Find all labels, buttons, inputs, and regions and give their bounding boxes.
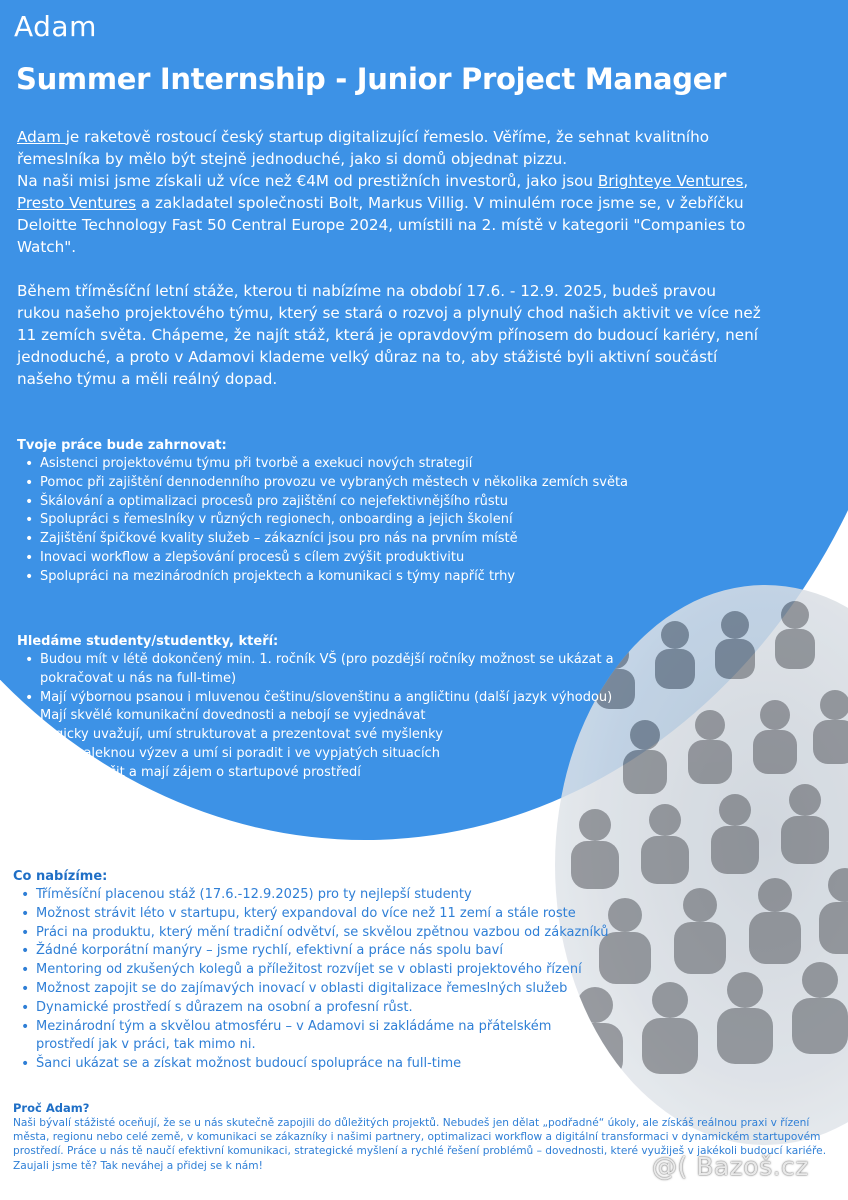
list-item: • Spolupráci s řemeslníky v různých regionech, onboarding a jejich školení [17, 511, 717, 530]
adam-link[interactable]: Adam [17, 128, 66, 146]
list-item: • Dynamické prostředí s důrazem na osobní a profesní růst. [13, 999, 633, 1018]
intro-comma: , [743, 172, 749, 190]
list-item: • Logicky uvažují, umí strukturovat a prezentovat své myšlenky [17, 726, 647, 745]
brighteye-link[interactable]: Brighteye Ventures [597, 172, 744, 190]
intro-text-2: Na naši misi jsme získali už více než €4M od prestižních investorů, jako jsou [17, 172, 598, 190]
list-item: • Asistenci projektovému týmu při tvorbě a exekuci nových strategií [17, 455, 717, 474]
list-item: • Budou mít v létě dokončený min. 1. ročník VŠ (pro pozdější ročníky možnost se ukázat a pokračovat u nás na full-time) [17, 651, 647, 689]
list-item: • Chtějí se učit a mají zájem o startupové prostředí [17, 764, 647, 783]
list-item: • Inovaci workflow a zlepšování procesů s cílem zvýšit produktivitu [17, 549, 717, 568]
brand-logo-text: Adam [14, 10, 97, 43]
list-item: • Možnost strávit léto v startupu, který expandoval do více než 11 zemí a stále roste [13, 905, 633, 924]
seeking-list [17, 651, 647, 783]
list-item: • Pomoc při zajištění dennodenního provozu ve vybraných městech v několika zemích světa [17, 474, 717, 493]
internship-paragraph: Během tříměsíční letní stáže, kterou ti nabízíme na období 17.6. - 12.9. 2025, budeš pravou rukou našeho projektového týmu, který se stará o rozvoj a plynulý chod našich aktivit ve více než 11 zemích světa. Chápeme, že najít stáž, která je opravdovým přínosem do budoucí kariéry, není jednoduché, a proto v Adamovi klademe velký důraz na to, aby stážisté byli aktivní součástí našeho týmu a měli reálný dopad. [17, 282, 761, 388]
list-item: • Škálování a optimalizaci procesů pro zajištění co nejefektivnějšího růstu [17, 493, 717, 512]
list-item: • Tříměsíční placenou stáž (17.6.-12.9.2025) pro ty nejlepší studenty [13, 886, 633, 905]
list-item: • Možnost zapojit se do zajímavých inovací v oblasti digitalizace řemeslných služeb [13, 980, 633, 999]
list-item: • Mezinárodní tým a skvělou atmosféru – v Adamovi si zakládáme na přátelském prostředí jak v práci, tak mimo ni. [13, 1018, 596, 1056]
list-item: • Žádné korporátní manýry – jsme rychlí, efektivní a práce nás spolu baví [13, 942, 633, 961]
list-item: • Mají skvělé komunikační dovednosti a nebojí se vyjednávat [17, 707, 647, 726]
page-title: Summer Internship - Junior Project Manager [16, 62, 727, 96]
list-item: • Mají výbornou psanou i mluvenou češtinu/slovenštinu a angličtinu (další jazyk výhodou) [17, 689, 647, 708]
list-item: • Spolupráci na mezinárodních projektech a komunikaci s týmy napříč trhy [17, 568, 717, 587]
list-item: • Se nezaleknou výzev a umí si poradit i ve vypjatých situacích [17, 745, 647, 764]
list-item: • Šanci ukázat se a získat možnost budoucí spolupráce na full-time [13, 1055, 633, 1074]
intro-paragraph [17, 126, 757, 258]
offer-list [13, 886, 633, 1074]
list-item: • Práci na produktu, který mění tradiční odvětví, se skvělou zpětnou vazbou od zákazníků [13, 924, 633, 943]
seeking-heading: Hledáme studenty/studentky, kteří: [17, 634, 279, 649]
intro-text-3: a zakladatel společnosti Bolt, Markus Villig. V minulém roce jsme se, v žebříčku Deloitte Technology Fast 50 Central Europe 2024, umístili na 2. místě v kategorii "Companies to Watch". [17, 194, 746, 256]
bazos-watermark: @( Bazoš.cz [652, 1152, 809, 1181]
offer-heading: Co nabízíme: [13, 869, 108, 884]
list-item: • Mentoring od zkušených kolegů a příležitost rozvíjet se v oblasti projektového řízení [13, 961, 633, 980]
list-item: • Zajištění špičkové kvality služeb – zákazníci jsou pro nás na prvním místě [17, 530, 717, 549]
why-heading: Proč Adam? [13, 1101, 90, 1115]
why-paragraph: Naši bývalí stážisté oceňují, že se u nás skutečně zapojili do důležitých projektů. Nebudeš jen dělat „podřadné“ úkoly, ale získáš reálnou praxi v řízení města, regionu nebo celé země, v komunikaci se zákazníky i našimi partnery, optimalizaci workflow a digitální transformaci v dynamickém startupovém prostředí. Práce u nás tě naučí efektivní komunikaci, strategické myšlení a rychlé řešení problémů – dovednosti, které využiješ v jakékoli budoucí kariéře. Zaujali jsme tě? Tak neváhej a přidej se k nám! [13, 1117, 827, 1172]
intro-text-1: je raketově rostoucí český startup digitalizující řemeslo. Věříme, že sehnat kvalitního řemeslníka by mělo být stejně jednoduché, jako si domů objednat pizzu. [17, 128, 710, 168]
work-list [17, 455, 717, 587]
work-heading: Tvoje práce bude zahrnovat: [17, 438, 227, 453]
presto-link[interactable]: Presto Ventures [17, 194, 137, 212]
